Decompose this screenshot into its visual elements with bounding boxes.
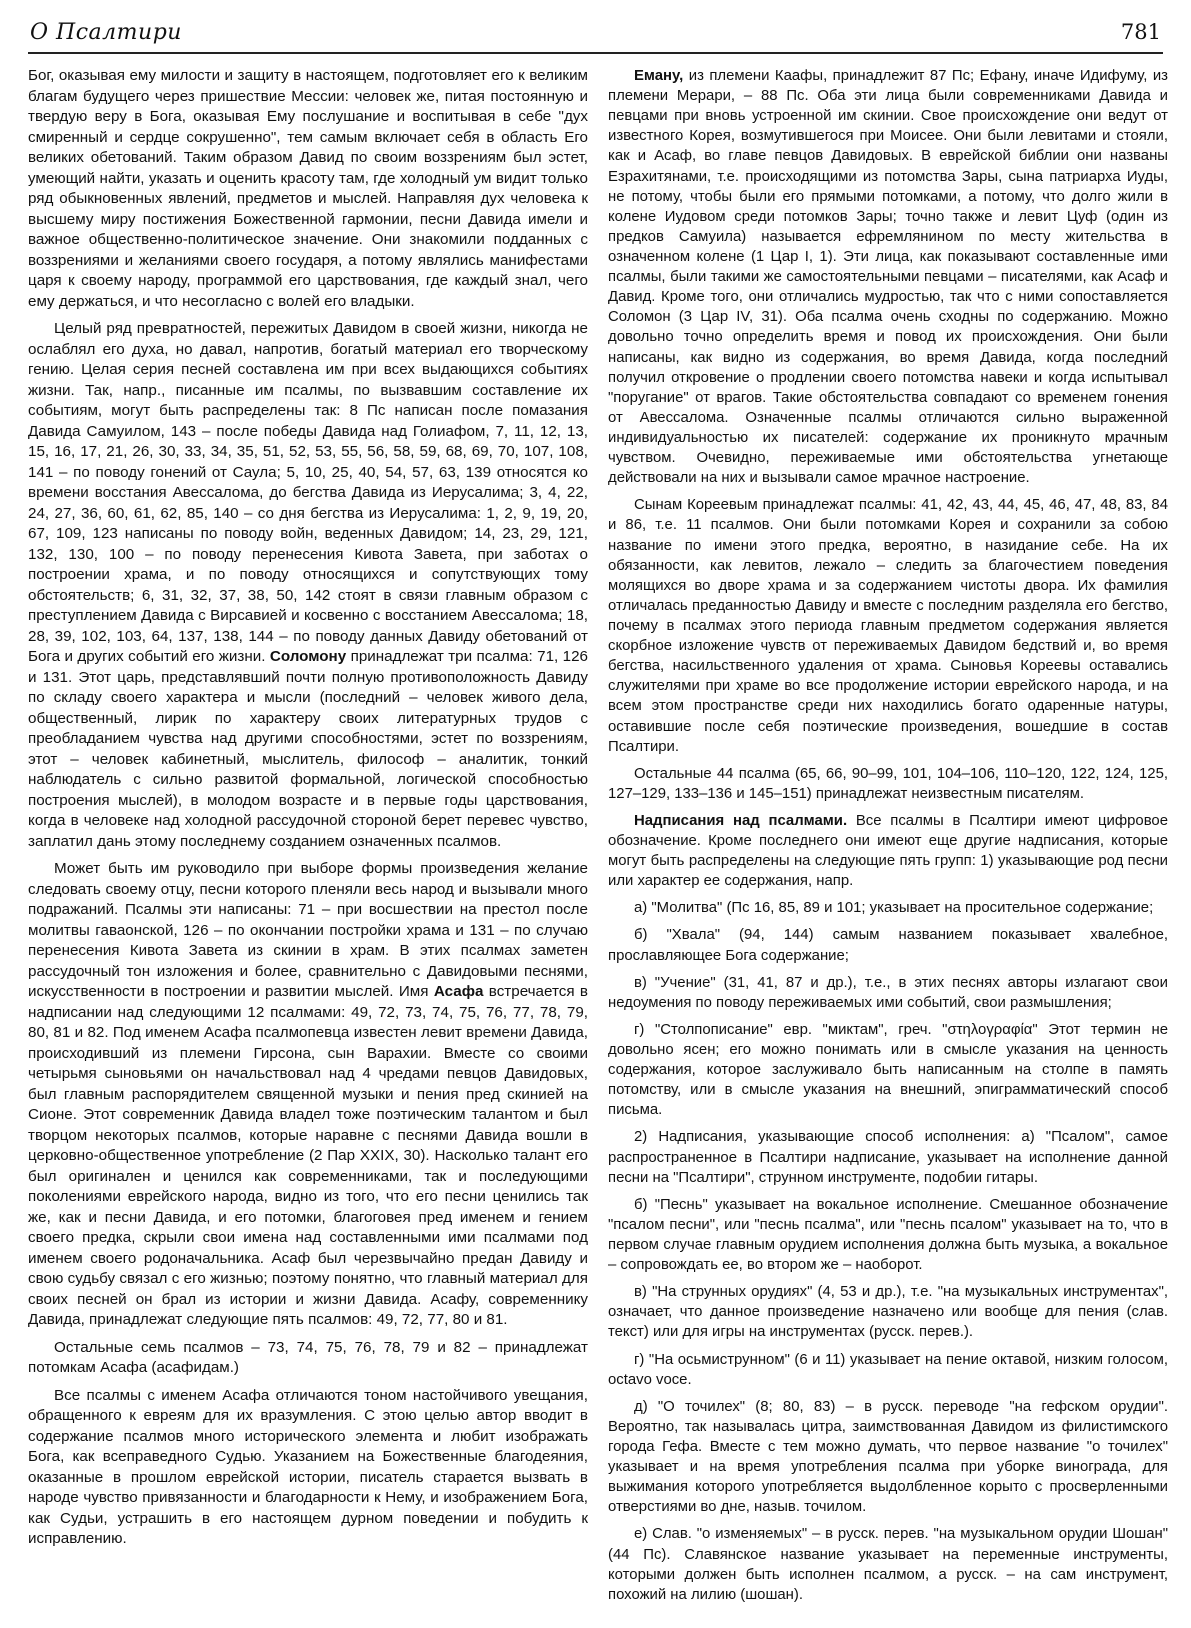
- paragraph: [28, 66, 588, 312]
- paragraph: [608, 973, 1168, 1013]
- paragraph: [608, 898, 1168, 918]
- paragraph: [608, 1350, 1168, 1390]
- right-column: [608, 66, 1168, 1618]
- bold-lead-term: Еману,: [634, 68, 684, 84]
- paragraph: [28, 1386, 588, 1550]
- paragraph-text: Целый ряд превратностей, пережитых Давидом в своей жизни, никогда не ослаблял его духа, но давал, напротив, богатый материал его творческому гению. Целая серия песней составлена им при всех выдающихся событиях жизни. Так, напр., писанные им псалмы, по вызвавшим составление их событиям, могут быть распределены так: 8 Пс написан после помазания Давида Самуилом, 143 – после победы Давида над Голиафом, 7, 11, 12, 13, 15, 16, 17, 21, 26, 30, 33, 34, 35, 51, 52, 53, 55, 56, 58, 59, 68, 69, 70, 107, 108, 141 – по поводу гонений от Саула; 5, 10, 25, 40, 54, 57, 63, 139 относятся ко времени восстания Авессалома, до бегства Давида из Иерусалима; 3, 4, 22, 24, 27, 36, 60, 61, 62, 85, 140 – со дня бегства из Иерусалима: 1, 2, 9, 19, 20, 67, 109, 123 написаны по поводу войн, веденных Давидом; 14, 23, 29, 121, 132, 130, 100 – по поводу перенесения Кивота Завета, при заботах о построении храма, и по поводу относящихся и сопутствующих тому обстоятельств; 6, 31, 32, 37, 38, 50, 142 стоят в связи главным образом с преступлением Давида с Вирсавией и косвенно с восстанием Авессалома; 18, 28, 39, 102, 103, 64, 137, 138, 144 – по поводу данных Давиду обетований от Бога и других событий его жизни.: [28, 320, 588, 665]
- paragraph-text: б) "Хвала" (94, 144) самым названием показывает хвалебное, прославляющее Бога содержание;: [608, 927, 1168, 964]
- bold-lead-term: Надписания над псалмами.: [634, 812, 848, 829]
- paragraph: [608, 1195, 1168, 1275]
- paragraph: [608, 1020, 1168, 1121]
- paragraph-text: Все псалмы в Псалтири имеют цифровое обозначение. Кроме последнего они имеют еще другие надписания, которые могут быть распределены на следующие пять групп: 1) указывающие род песни или характер ее содержания, напр.: [608, 812, 1168, 890]
- bold-lead-term: Асафа: [433, 983, 484, 1000]
- paragraph-text: д) "О точилех" (8; 80, 83) – в русск. переводе "на гефском орудии". Вероятно, так называлась цитра, заимствованная Давидом из филистимского города Гефа. Вместе с тем можно думать, что первое название "о точилех" указывает и на время употребления псалма при уборке винограда, для выжимания которого употребляется выдолбленное корыто с просверленными отверстиями во дне, назыв. точилом.: [608, 1398, 1168, 1516]
- paragraph: [608, 495, 1168, 756]
- paragraph-text: Остальные семь псалмов – 73, 74, 75, 76, 78, 79 и 82 – принадлежат потомкам Асафа (асафидам.): [28, 1338, 588, 1376]
- paragraph-text: Сынам Кореевым принадлежат псалмы: 41, 42, 43, 44, 45, 46, 47, 48, 83, 84 и 86, т.е. 11 псалмов. Они были потомками Корея и сохранили за собою название по имени этого предка, вероятно, в назидание себе. На их обязанности, как левитов, лежало – следить за благочестием поведения молящихся во дворе храма и за содержанием чистоты двора. Их фамилия отличалась преданностью Давиду и вместе с последним разделяла его бегство, почему в псалмах этого периода главным предметом содержания является скорбное изложение чувств от переживаемых Давидом бедствий и, во время бегства, насильственного удаления от храма. Сыновья Кореевы оставались служителями при храме во все продолжение истории еврейского народа, и на всем этом пространстве среди них находились богато одаренные натуры, оставившие после себя поэтические произведения, вошедшие в состав Псалтири.: [608, 497, 1168, 755]
- bold-lead-term: Соломону: [269, 648, 347, 665]
- paragraph-text: принадлежат три псалма: 71, 126 и 131. Этот царь, представлявший почти полную противоположность Давиду по складу своего характера и мысли (последний – человек живого дела, общественный, лирик по характеру своих литературных трудов с преобладанием чувства над другими способностями, эстет по воззрениям, этот – человек кабинетный, мыслитель, философ – аналитик, тонкий наблюдатель с сильно развитой формальной, логической способностью построения мыслей), в молодом возрасте и в первые годы царствования, когда в человеке над холодной рассудочной стороной берет перевес чувство, заплатил дань этому последнему созданием означенных псалмов.: [28, 648, 588, 850]
- paragraph: [608, 66, 1168, 488]
- running-title: О Псалтири: [30, 20, 182, 45]
- paragraph: [608, 1397, 1168, 1518]
- paragraph-text: г) "Столпописание" евр. "миктам", греч. "στηλογραφία" Этот термин не довольно ясен; его можно понимать или в смысле указания на ценность содержания, которое заслуживало быть написанным на столпе в память потомству, или в смысле указания на внешний, эпиграмматический способ письма.: [608, 1021, 1168, 1119]
- paragraph: [608, 1524, 1168, 1604]
- paragraph-text: 2) Надписания, указывающие способ исполнения: а) "Псалом", самое распространенное в Псалтири надписание, указывает на исполнение данной песни на "Псалтири", струнном инструменте, подобии гитары.: [608, 1129, 1168, 1186]
- paragraph: [608, 1282, 1168, 1342]
- paragraph-text: Бог, оказывая ему милости и защиту в настоящем, подготовляет его к великим благам будущего через пришествие Мессии: человек же, питая постоянную и твердую веру в Бога, оказывая Ему послушание и воспитывая в себе "дух смиренный и сердце сокрушенно", тем самым включает себя в область Его великих обетований. Таким образом Давид по своим воззрениям был эстет, умеющий найти, указать и оценить красоту там, где холодный ум видит только ряд обыкновенных явлений, предметов и мыслей. Направляя дух человека к высшему миру постижения Божественной гармонии, песни Давида имели и важное общественно-политическое значение. Они знакомили подданных с воззрениями и желаниями своего государя, а потому являлись манифестами царя к своему народу, программой его царствования, где каждый знал, чего ему держаться, и что несогласно с волей его владыки.: [28, 67, 588, 310]
- paragraph: [608, 1127, 1168, 1187]
- left-column: [28, 66, 588, 1618]
- paragraph-text: Может быть им руководило при выборе формы произведения желание следовать своему отцу, песни которого пленяли весь народ и вызывали много подражаний. Псалмы эти написаны: 71 – при восшествии на престол после молитвы гаваонской, 126 – по окончании постройки храма и 131 – по случаю перенесения Кивота Завета из скинии в храм. В этих псалмах заметен рассудочный тон изложения и более, сравнительно с Давидовыми песнями, искусственности в построении и развитии мыслей. Имя: [28, 860, 588, 1000]
- paragraph-text: г) "На осьмиструнном" (6 и 11) указывает на пение октавой, низким голосом, octavo voce.: [608, 1351, 1168, 1388]
- page-number: 781: [1120, 20, 1161, 44]
- paragraph: [608, 764, 1168, 804]
- paragraph: [608, 811, 1168, 891]
- paragraph-text: в) "Учение" (31, 41, 87 и др.), т.е., в этих песнях авторы излагают свои недоумения по поводу переживаемых ими событий, свои размышления;: [608, 974, 1168, 1011]
- paragraph: [28, 1338, 588, 1379]
- running-header: [28, 18, 1163, 54]
- paragraph-text: а) "Молитва" (Пс 16, 85, 89 и 101; указывает на просительное содержание;: [634, 900, 1154, 917]
- paragraph: [28, 319, 588, 852]
- paragraph: [28, 859, 588, 1331]
- paragraph: [608, 925, 1168, 965]
- paragraph-text: Остальные 44 псалма (65, 66, 90–99, 101, 104–106, 110–120, 122, 124, 125, 127–129, 133–136 и 145–151) принадлежат неизвестным писателям.: [608, 765, 1168, 802]
- paragraph-text: б) "Песнь" указывает на вокальное исполнение. Смешанное обозначение "псалом песни", или "песнь псалма", или "песнь псалом" указывает на то, что в первом случае главным орудием исполнения должна быть музыка, а вокальное – сопровождать ее, во втором же – наоборот.: [608, 1196, 1168, 1274]
- paragraph-text: Все псалмы с именем Асафа отличаются тоном настойчивого увещания, обращенного к евреям для их вразумления. С этою целью автор вводит в содержание псалмов много исторического элемента и любит изображать Бога, как всеправедного Судью. Указанием на Божественные благодеяния, оказанные в прошлом еврейской истории, писатель старается вызвать в народе чувство привязанности и благодарности к Нему, и изображением Бога, как Судьи, устрашить в его настоящем дурном поведении и побудить к исправлению.: [28, 1386, 588, 1547]
- paragraph-text: в) "На струнных орудиях" (4, 53 и др.), т.е. "на музыкальных инструментах", означает, что данное произведение назначено или вообще для пения (слав. текст) или для игры на инструментах (русск. перев.).: [608, 1284, 1168, 1341]
- paragraph-text: встречается в надписании над следующими 12 псалмами: 49, 72, 73, 74, 75, 76, 77, 78, 79, 80, 81 и 82. Под именем Асафа псалмопевца известен левит времени Давида, происходивший из племени Гирсона, сын Варахии. Вместе со своими четырьмя сыновьями он начальствовал над 4 чредами певцов Давидовых, был главным распорядителем священной музыки и пения пред скинией на Сионе. Этот современник Давида владел тоже поэтическим талантом и был творцом некоторых псалмов, которые наравне с песнями Давида вошли в церковно-общественное употребление (2 Пар XXIX, 30). Насколько талант его был оригинален и ценился как современниками, так и последующими поколениями еврейского народа, видно из того, что его песни ценились так же, как и песни Давида, и его потомки, благоговея пред именем и гением своего предка, скрыли свои имена над составленными ими псалмами под именем своего родоначальника. Асаф был черезвычайно предан Давиду и свою судьбу связал с его жизнью; поэтому понятно, что главный материал для своих песней он брал из истории и жизни Давида. Асафу, современнику Давида, принадлежат следующие пять псалмов: 49, 72, 77, 80 и 81.: [28, 983, 588, 1328]
- paragraph-text: е) Слав. "о изменяемых" – в русск. перев. "на музыкальном орудии Шошан" (44 Пс). Славянское название указывает на переменные инструменты, которыми должен быть исполнен псалмом, а русск. – на сам инструмент, похожий на лилию (шошан).: [608, 1526, 1168, 1603]
- paragraph-text: из племени Каафы, принадлежит 87 Пс; Ефану, иначе Идифуму, из племени Мерари, – 88 Пс. Оба эти лица были современниками Давида и певцами при вновь устроенной им скинии. Свое происхождение они ведут от известного Корея, возмутившегося при Моисее. Они были левитами и стояли, как и Асаф, во главе певцов Давидовых. В еврейской библии они названы Езрахитянами, т.е. происходящими из потомства Зары, сына патриарха Иуды, не потому, чтобы были его прямыми потомками, а потому, что долго жили в колене Иудовом среди потомков Зары; точно также и левит Цуф (один из предков Самуила) называется ефремлянином по месту жительства в означенном колене (1 Цар I, 1). Эти лица, как показывают составленные ими псалмы, были такими же самостоятельными певцами – писателями, как Асаф и Давид. Кроме того, они отличались мудростью, так что с ними сопоставляется Соломон (3 Цар IV, 31). Оба псалма очень сходны по содержанию. Можно довольно точно определить время и повод их происхождения. Они были написаны, как видно из содержания, во время Давида, когда последний получил откровение о продлении своего потомства навеки и когда испытывал "поругание" от врагов. Такие обстоятельства совпадают со временем гонения от Авессалома. Означенные псалмы отличаются сильно выраженной индивидуальностью их писателей: содержание их проникнуто мрачным чувством. Очевидно, переживаемые ими обстоятельства угнетающе действовали на них и вызывали самое мрачное настроение.: [608, 68, 1168, 487]
